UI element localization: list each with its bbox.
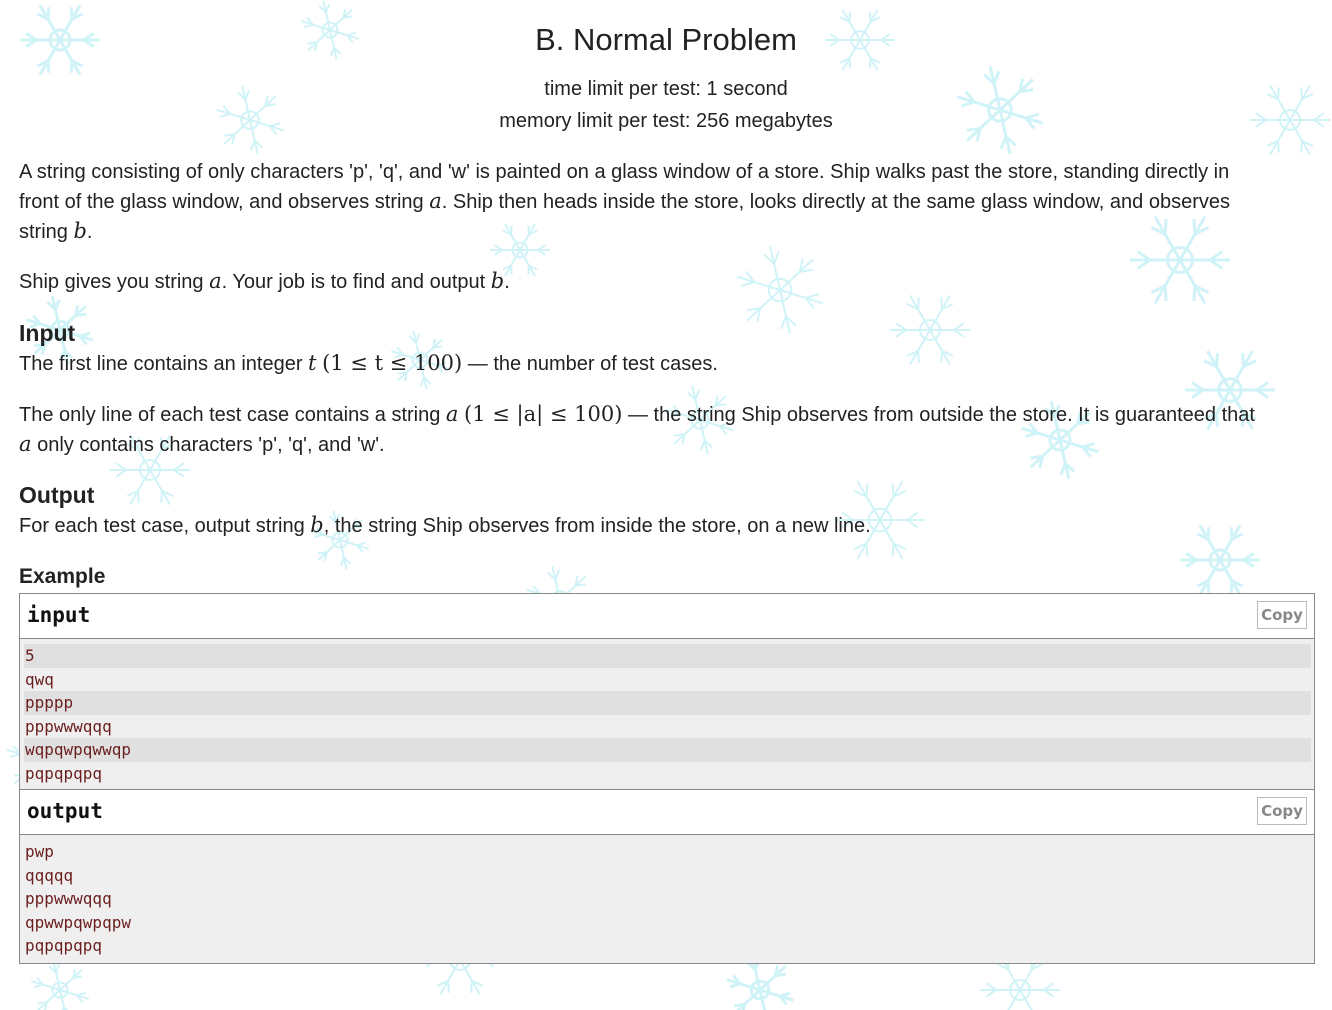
sample-line: pppwwwqqq <box>25 889 112 908</box>
sample-line: qpwwpqwpqpw <box>25 912 131 932</box>
legend-paragraph-2: Ship gives you string a. Your job is to find and output b. <box>19 269 510 293</box>
memory-limit: memory limit per test: 256 megabytes <box>499 110 833 132</box>
var-a: a <box>209 269 222 293</box>
input-heading: Input <box>19 320 76 346</box>
sample-line: ppppp <box>24 691 1311 715</box>
sample-line: pqpqpqpq <box>25 936 103 955</box>
time-limit: time limit per test: 1 second <box>544 78 788 100</box>
input-spec-line-2: The only line of each test case contains a string a (1 ≤ |a| ≤ 100) — the string Ship observes from outside the store. It is guaranteed that a only contains characters 'p', 'q', and 'w'. <box>19 402 1255 456</box>
var-a: a <box>445 402 459 426</box>
copy-output-button[interactable]: Copy <box>1257 797 1307 825</box>
sample-output-header <box>20 790 1314 835</box>
var-b: b <box>73 219 87 243</box>
sample-line: pppwwwqqq <box>25 716 112 736</box>
problem-title: B. Normal Problem <box>535 22 797 57</box>
sample-output-body <box>20 835 1314 963</box>
var-a: a <box>429 189 442 213</box>
sample-output-box <box>19 789 1315 964</box>
sample-input-header <box>20 594 1314 639</box>
input-spec-line-1: The first line contains an integer t (1 ≤ t ≤ 100) — the number of test cases. <box>19 351 718 375</box>
sample-line: qqqqq <box>25 865 74 885</box>
sample-line: 5 <box>24 644 1311 668</box>
sample-input-label: input <box>27 603 91 627</box>
sample-line: pwp <box>25 842 54 861</box>
var-t: t <box>308 351 317 375</box>
sample-input-body <box>20 639 1314 789</box>
example-heading: Example <box>19 565 106 588</box>
output-spec: For each test case, output string b, the string Ship observes from inside the store, on a new line. <box>19 513 871 537</box>
output-heading: Output <box>19 482 95 508</box>
sample-line: pqpqpqpq <box>25 763 103 783</box>
sample-output-label: output <box>27 799 103 823</box>
legend-paragraph-1: A string consisting of only characters 'p', 'q', and 'w' is painted on a glass window of a store. Ship walks past the store, standing directly in front of the glass window, and observes string a. Ship then heads inside the store, looks directly at the same glass window, and observes string b. <box>19 161 1230 243</box>
sample-input-box <box>19 593 1315 790</box>
var-b: b <box>310 513 324 537</box>
var-b: b <box>490 269 505 293</box>
constraint-a: (1 ≤ |a| ≤ 100) <box>464 402 623 426</box>
constraint-t: (1 ≤ t ≤ 100) <box>322 351 463 375</box>
copy-input-button[interactable]: Copy <box>1257 601 1307 629</box>
var-a: a <box>19 432 32 456</box>
sample-line: wqpqwpqwwqp <box>24 738 1311 762</box>
sample-line: qwq <box>25 669 54 689</box>
